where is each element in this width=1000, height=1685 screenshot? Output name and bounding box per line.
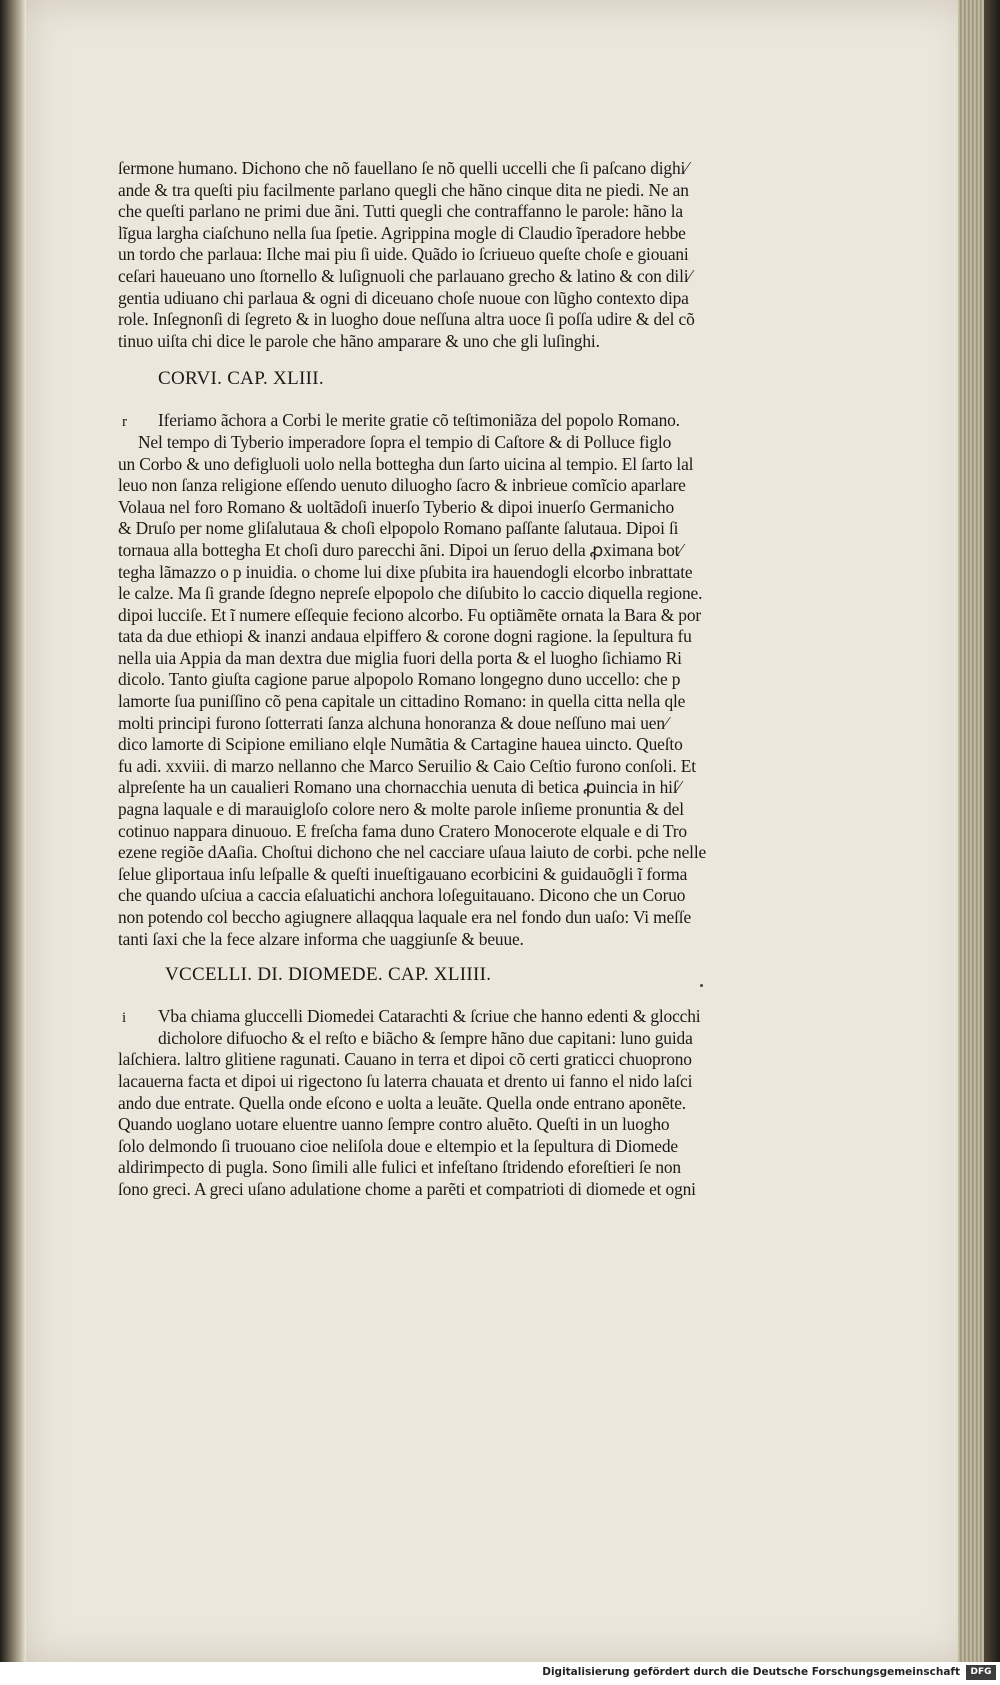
text-line: nella uia Appia da man dextra due miglia fuori della porta & el luogho ſichiamo Ri xyxy=(118,647,682,668)
text-line: pagna laquale e di marauigloſo colore nero & molte parole inſieme pronuntia & del xyxy=(118,799,684,820)
line-text: Vba chiama gluccelli Diomedei Catarachti & ſcriue che hanno edenti & glocchi xyxy=(158,1006,701,1027)
text-line: ande & tra queſti piu facilmente parlano quegli che hãno cinque dita ne piedi. Ne an xyxy=(118,179,689,200)
text-line: aldirimpecto di pugla. Sono ſimili alle fulici et infeſtano ſtridendo eforeſtieri ſe non xyxy=(118,1157,681,1178)
page-stack-edge xyxy=(958,0,1000,1662)
text-line: cotinuo nappara dinuouo. E freſcha fama duno Cratero Monocerote elquale e di Tro xyxy=(118,820,687,841)
text-line: ſono greci. A greci uſano adulatione chome a parẽti et compatrioti di diomede et ogni xyxy=(118,1178,696,1199)
text-line: tinuo uiſta chi dice le parole che hãno amparare & uno che gli luſinghi. xyxy=(118,330,600,351)
initial-guide-letter: i xyxy=(122,1010,127,1027)
paragraph-first-line xyxy=(122,1006,720,1028)
text-line: un Corbo & uno defigluoli uolo nella bottegha dun ſarto uicina al tempio. El ſarto lal xyxy=(118,453,694,474)
text-line: dicolo. Tanto giuſta cagione parue alpopolo Romano longegno duno uccello: che p xyxy=(118,669,681,690)
book-gutter xyxy=(0,0,26,1662)
text-line: lacauerna facta et dipoi ui rigectono ſu laterra chauata et drento ui fanno el nido laſci xyxy=(118,1070,693,1091)
text-line: laſchiera. laltro glitiene ragunati. Cauano in terra et dipoi cõ certi graticci chuoprono xyxy=(118,1049,692,1070)
ink-speck xyxy=(700,984,703,987)
line-text: Iferiamo ãchora a Corbi le merite gratie cõ teſtimoniãza del popolo Romano. xyxy=(158,410,680,431)
text-line: alpreſente ha un caualieri Romano una chornacchia uenuta di betica ꝓuincia in hiſ⁄ xyxy=(118,777,681,798)
text-line: Quando uoglano uotare eluentre uanno ſempre contro aluẽto. Queſti in un luogho xyxy=(118,1114,670,1135)
text-line: tegha lãmazzo o p inuidia. o chome lui dixe pſubita ira hauendogli elcorbo inbrattate xyxy=(118,561,693,582)
text-line: che quando uſciua a caccia eſaluatichi anchora loſeguitauano. Dicono che un Coruo xyxy=(118,885,686,906)
spacer xyxy=(118,990,720,1006)
text-line: ſelue gliportaua inſu leſpalle & queſti inueſtigauano ecorbicini & guidauõgli ĩ forma xyxy=(118,863,688,884)
dfg-logo: DFG xyxy=(966,1665,996,1680)
text-line: dico lamorte di Scipione emiliano elqle Numãtia & Cartagine hauea uincto. Queſto xyxy=(118,734,683,755)
paragraph-first-line xyxy=(122,410,720,432)
text-line: tornaua alla bottegha Et choſi duro parecchi ãni. Dipoi un ſeruo della ꝓximana bot⁄ xyxy=(118,539,683,560)
text-line: Nel tempo di Tyberio imperadore ſopra el tempio di Caſtore & di Polluce figlo xyxy=(138,431,672,452)
text-line: lamorte ſua puniſſino cõ pena capitale un cittadino Romano: in quella citta nella qle xyxy=(118,691,686,712)
paragraph-corvi-body xyxy=(118,432,720,950)
text-line: dicholore difuocho & el reſto e biãcho & ſempre hãno due capitani: luno guida xyxy=(158,1027,693,1048)
text-line: ceſari haueuano uno ſtornello & luſignuoli che parlauano grecho & latino & con dili⁄ xyxy=(118,265,692,286)
text-line: dipoi lucciſe. Et ĩ numere eſſequie feciono alcorbo. Fu optiãmẽte ornata la Bara & por xyxy=(118,604,702,625)
text-line: ando due entrate. Quella onde eſcono e uolta a leuãte. Quella onde entrano aponẽte. xyxy=(118,1092,686,1113)
footer-bar xyxy=(0,1662,1000,1685)
text-line: che queſti parlano ne primi due ãni. Tutti quegli che contraffanno le parole: hãno la xyxy=(118,201,683,222)
text-line: ezene regiõe dAaſia. Choſtui dichono che nel cacciare uſaua laiuto de corbi. pche nelle xyxy=(118,842,707,863)
text-line: ſermone humano. Dichono che nõ fauellano ſe nõ quelli uccelli che ſi paſcano dighi⁄ xyxy=(118,158,688,178)
text-line: fu adi. xxviii. di marzo nellanno che Marco Seruilio & Caio Ceſtio furono conſoli. Et xyxy=(118,755,696,776)
text-line: non potendo col beccho agiugnere allaqqua laquale era nel fondo dun uaſo: Vi meſſe xyxy=(118,907,692,927)
text-line: ſolo delmondo ſi truouano cioe neliſola doue e eltempio et la ſepultura di Diomede xyxy=(118,1135,678,1156)
initial-guide-letter: r xyxy=(122,414,127,431)
text-block xyxy=(118,158,720,1201)
paragraph-natural-history-birds xyxy=(118,158,720,352)
text-line: gentia udiuano chi parlaua & ogni di diceuano choſe nuoue con lũgho contexto dipa xyxy=(118,287,689,308)
chapter-heading-corvi: CORVI. CAP. XLIII. xyxy=(158,368,324,390)
text-line: un tordo che parlaua: Ilche mai piu ſi uide. Quãdo io ſcriueuo queſte choſe e giouani xyxy=(118,244,689,265)
text-line: role. Inſegnonſi di ſegreto & in luogho doue neſſuna altra uoce ſi poſſa udire & del cõ xyxy=(118,309,695,330)
text-line: le calze. Ma ſi grande ſdegno nepreſe elpopolo che diſubito lo caccio diquella regione. xyxy=(118,583,703,604)
text-line: molti principi furono ſotterrati ſanza alchuna honoranza & doue neſſuno mai uen⁄ xyxy=(118,712,668,733)
text-line: tata da due ethiopi & inanzi andaua elpiffero & corone dogni ragione. la ſepultura fu xyxy=(118,626,692,647)
text-line: & Druſo per nome gliſalutaua & choſi elpopolo Romano paſſante ſalutaua. Dipoi ſi xyxy=(118,518,679,539)
text-line: leuo non ſanza religione eſſendo uenuto diluogho ſacro & inbrieue comĩcio aparlare xyxy=(118,475,686,496)
paragraph-diomede xyxy=(118,1006,720,1028)
chapter-heading-uccelli-di-diomede: VCCELLI. DI. DIOMEDE. CAP. XLIIII. xyxy=(165,964,492,986)
text-line: lĩgua largha ciaſchuno nella ſua ſpetie. Agrippina mogle di Claudio ĩperadore hebbe xyxy=(118,222,686,243)
paragraph-corvi xyxy=(118,410,720,432)
funding-credit: Digitalisierung gefördert durch die Deutsche Forschungsgemeinschaft xyxy=(542,1666,960,1678)
paragraph-diomede-body xyxy=(118,1028,720,1201)
spacer xyxy=(118,394,720,410)
text-line: Volaua nel foro Romano & uoltãdoſi inuerſo Tyberio & dipoi inuerſo Germanicho xyxy=(118,496,675,517)
text-line: tanti ſaxi che la fece alzare informa che uaggiunſe & beuue. xyxy=(118,928,524,949)
